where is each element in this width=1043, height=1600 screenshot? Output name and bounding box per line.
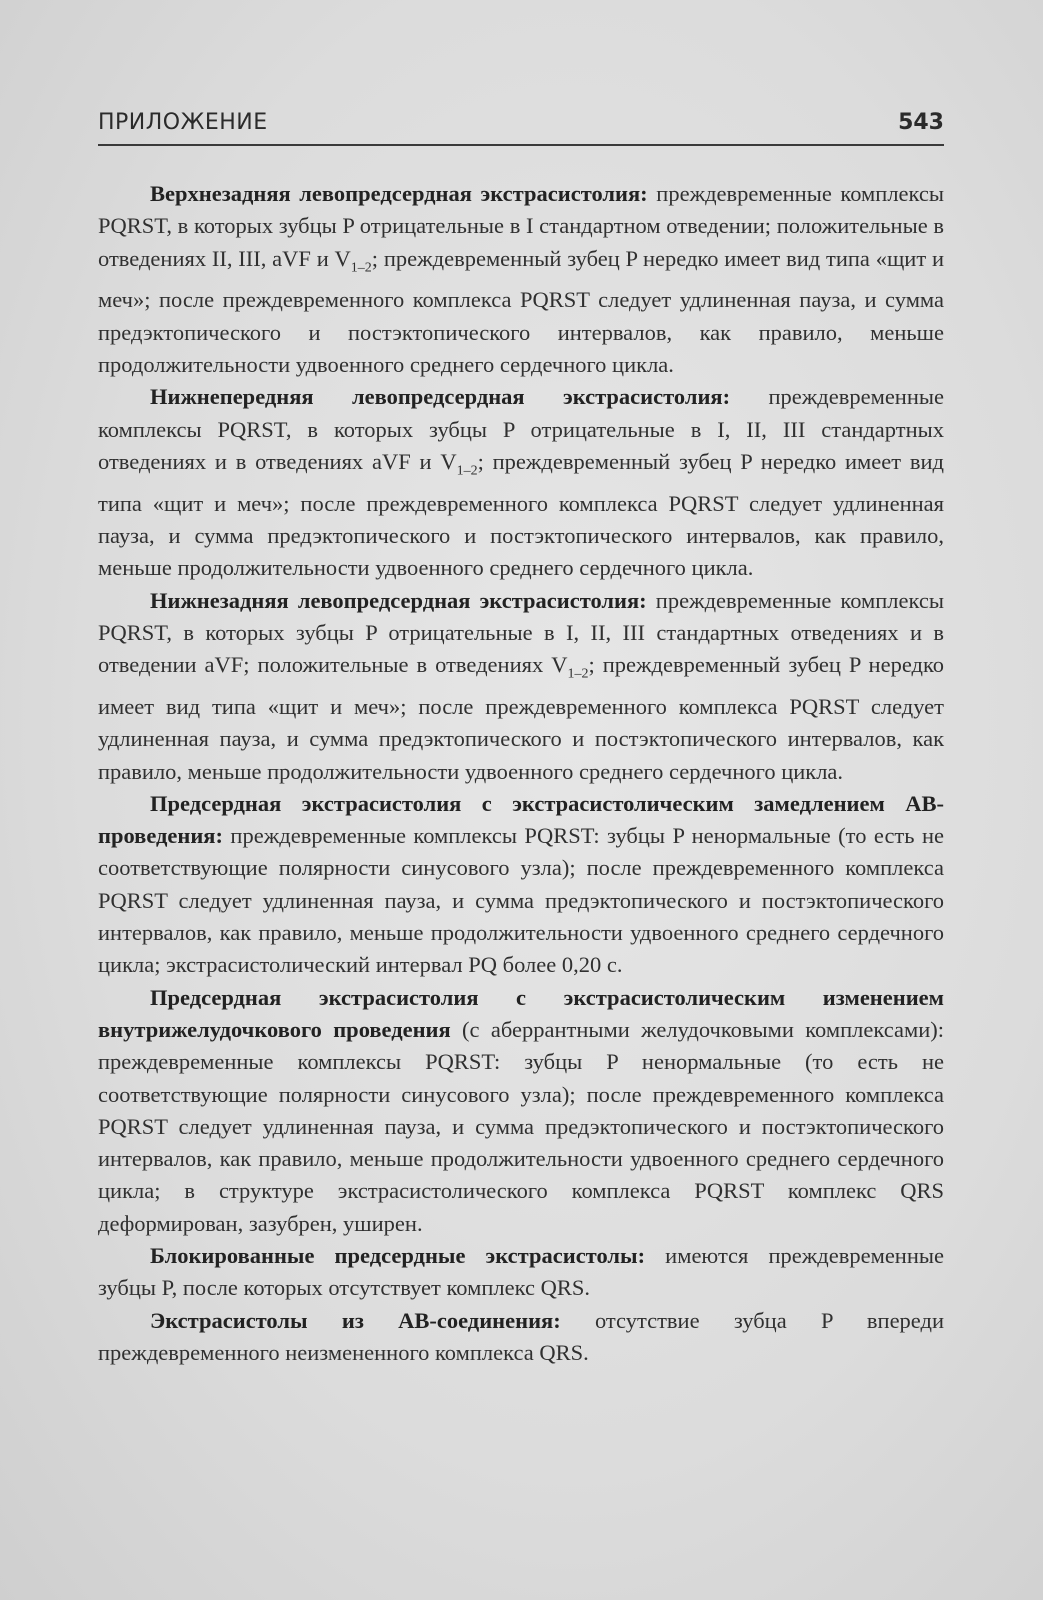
lead-subscript: 1–2 [456, 463, 478, 479]
section-title: ПРИЛОЖЕНИЕ [98, 110, 268, 135]
body-text [98, 178, 944, 1369]
paragraph-text: ; преждевременный зубец P нередко имеет вид типа «щит и меч»; после преждевременного комплекса PQRST следует удлиненная пауза, и сумма предэктопического и постэктопического интервалов, как правило, меньше продолжительности удвоенного среднего сердечного цикла. [98, 652, 945, 784]
paragraph-text: преждевременные комплексы PQRST: зубцы P ненормальные (то есть не соответствующие полярности синусового узла); после преждевременного комплекса PQRST следует удлиненная пауза, и сумма предэктопического и постэктопического интервалов, как правило, меньше продолжительности удвоенного среднего сердечного цикла; экстрасистолический интервал PQ более 0,20 с. [98, 823, 944, 978]
lead-subscript: 1–2 [567, 666, 589, 682]
paragraph-av-junction [98, 1305, 944, 1370]
term-heading: Предсердная экстрасистолия с экстрасистолическим замедлением АВ-проведения: [98, 790, 944, 849]
running-header [98, 110, 944, 146]
paragraph-text: отсутствие зубца P впереди преждевременного неизмененного комплекса QRS. [98, 1307, 944, 1365]
paragraph-atrial-av-slowing [98, 788, 944, 982]
page-number: 543 [898, 110, 944, 135]
paragraph-atrial-aberrant-conduction [98, 982, 944, 1240]
paragraph-lower-anterior-left-atrial [98, 381, 944, 584]
paragraph-upper-posterior-left-atrial [98, 178, 944, 381]
term-heading: Нижнепередняя левопредсердная экстрасистолия: [150, 384, 731, 410]
term-heading: Экстрасистолы из АВ-соединения: [150, 1307, 561, 1333]
term-heading: Блокированные предсердные экстрасистолы: [150, 1243, 646, 1268]
paragraph-text: преждевременные комплексы PQRST, в которых зубцы P отрицательные в I, II, III стандартных отведениях и в отведениях aVF и V [98, 384, 944, 474]
lead-subscript: 1–2 [350, 260, 372, 276]
paragraph-text: (с аберрантными желудочковыми комплексами): преждевременные комплексы PQRST: зубцы P ненормальные (то есть не соответствующие полярности синусового узла); после преждевременного комплекса PQRST следует удлиненная пауза, и сумма предэктопического и постэктопического интервалов, как правило, меньше продолжительности удвоенного среднего сердечного цикла; в структуре экстрасистолического комплекса PQRST комплекс QRS деформирован, зазубрен, уширен. [98, 1016, 945, 1236]
term-heading: Верхнезадняя левопредсердная экстрасистолия: [150, 181, 648, 206]
term-heading: Нижнезадняя левопредсердная экстрасистолия: [150, 587, 647, 613]
paragraph-text: ; преждевременный зубец P нередко имеет вид типа «щит и меч»; после преждевременного комплекса PQRST следует удлиненная пауза, и сумма предэктопического и постэктопического интервалов, как правило, меньше продолжительности удвоенного среднего сердечного цикла. [98, 245, 944, 377]
paragraph-text: преждевременные комплексы PQRST, в которых зубцы P отрицательные в I, II, III стандартных отведениях и в отведении aVF; положительные в отведениях V [98, 587, 944, 678]
term-heading: Предсердная экстрасистолия с экстрасистолическим изменением внутрижелудочкового проведения [98, 984, 944, 1042]
paragraph-lower-posterior-left-atrial [98, 585, 944, 788]
paragraph-text: преждевременные комплексы PQRST, в которых зубцы P отрицательные в I стандартном отведении; положительные в отведениях II, III, aVF и V [98, 181, 945, 271]
paragraph-text: имеются преждевременные зубцы P, после которых отсутствует комплекс QRS. [98, 1243, 944, 1301]
paragraph-blocked-atrial [98, 1240, 944, 1305]
paragraph-text: ; преждевременный зубец P нередко имеет вид типа «щит и меч»; после преждевременного комплекса PQRST следует удлиненная пауза, и сумма предэктопического и постэктопического интервалов, как правило, меньше продолжительности удвоенного среднего сердечного цикла. [98, 448, 944, 581]
